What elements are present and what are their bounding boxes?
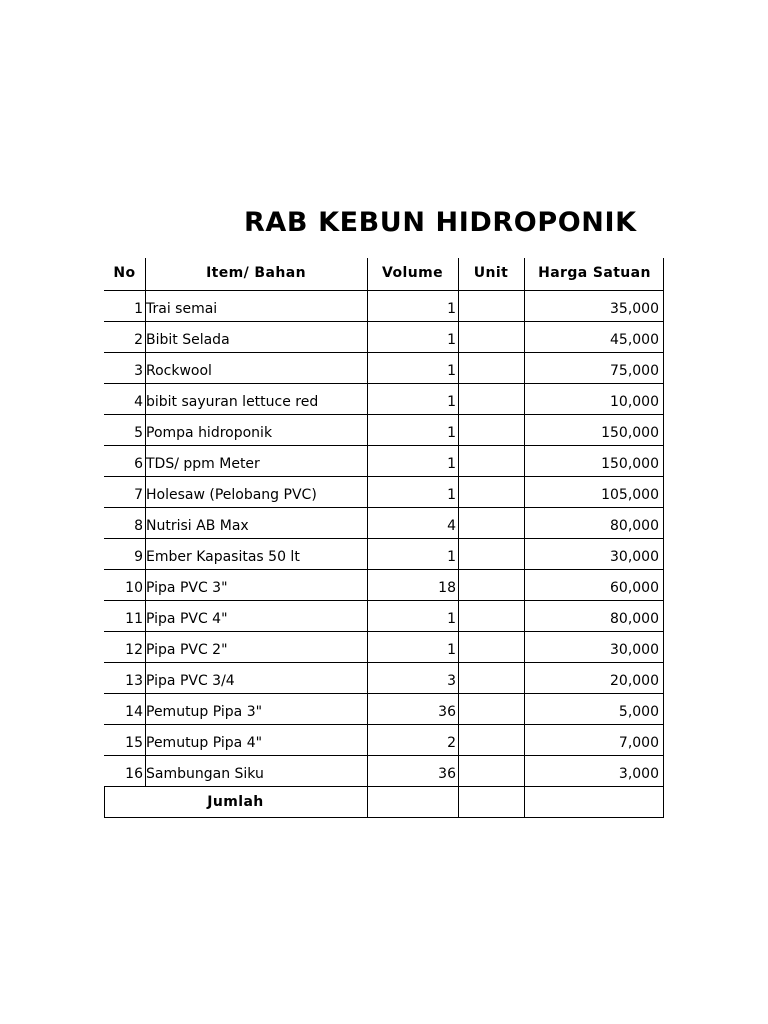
header-no: No xyxy=(113,265,136,281)
row-divider xyxy=(104,383,664,384)
row-item: bibit sayuran lettuce red xyxy=(146,394,319,410)
row-divider xyxy=(104,786,664,787)
row-volume: 3 xyxy=(447,673,456,689)
row-divider xyxy=(104,538,664,539)
row-no: 6 xyxy=(134,456,143,472)
row-divider xyxy=(104,569,664,570)
row-divider xyxy=(104,662,664,663)
row-divider xyxy=(104,507,664,508)
row-volume: 1 xyxy=(447,642,456,658)
row-no: 7 xyxy=(134,487,143,503)
total-label: Jumlah xyxy=(207,794,264,810)
row-volume: 1 xyxy=(447,425,456,441)
row-no: 15 xyxy=(125,735,143,751)
row-price: 105,000 xyxy=(601,487,659,503)
row-item: Trai semai xyxy=(146,301,218,317)
row-price: 5,000 xyxy=(618,704,659,720)
header-volume: Volume xyxy=(382,265,443,281)
row-no: 14 xyxy=(125,704,143,720)
row-volume: 1 xyxy=(447,456,456,472)
row-item: Ember Kapasitas 50 lt xyxy=(146,549,300,565)
row-volume: 36 xyxy=(438,704,456,720)
row-item: Pemutup Pipa 3" xyxy=(146,704,263,720)
budget-table xyxy=(104,258,665,818)
row-volume: 36 xyxy=(438,766,456,782)
row-volume: 1 xyxy=(447,549,456,565)
row-volume: 1 xyxy=(447,611,456,627)
row-no: 10 xyxy=(125,580,143,596)
header-price: Harga Satuan xyxy=(538,265,651,281)
row-no: 16 xyxy=(125,766,143,782)
row-divider xyxy=(104,414,664,415)
row-price: 80,000 xyxy=(610,611,659,627)
row-item: Pompa hidroponik xyxy=(146,425,273,441)
row-item: Pipa PVC 4" xyxy=(146,611,228,627)
col-divider-volume xyxy=(458,258,459,817)
row-no: 4 xyxy=(134,394,143,410)
row-divider xyxy=(104,290,664,291)
col-divider-no xyxy=(145,258,146,786)
row-divider xyxy=(104,600,664,601)
header-unit: Unit xyxy=(473,265,509,281)
row-price: 35,000 xyxy=(610,301,659,317)
row-price: 75,000 xyxy=(610,363,659,379)
row-price: 3,000 xyxy=(618,766,659,782)
row-no: 2 xyxy=(134,332,143,348)
row-item: Holesaw (Pelobang PVC) xyxy=(146,487,317,503)
row-volume: 2 xyxy=(447,735,456,751)
row-volume: 1 xyxy=(447,363,456,379)
row-volume: 1 xyxy=(447,332,456,348)
row-divider xyxy=(104,476,664,477)
row-volume: 1 xyxy=(447,394,456,410)
col-divider-right xyxy=(663,258,664,818)
row-item: Sambungan Siku xyxy=(146,766,264,782)
row-price: 10,000 xyxy=(610,394,659,410)
row-price: 60,000 xyxy=(610,580,659,596)
header-item: Item/ Bahan xyxy=(206,265,306,281)
row-item: Pipa PVC 3" xyxy=(146,580,228,596)
row-divider xyxy=(104,693,664,694)
total-left-border xyxy=(104,786,105,817)
row-item: Nutrisi AB Max xyxy=(146,518,249,534)
row-no: 12 xyxy=(125,642,143,658)
row-no: 8 xyxy=(134,518,143,534)
row-price: 7,000 xyxy=(618,735,659,751)
row-item: Bibit Selada xyxy=(146,332,230,348)
row-price: 30,000 xyxy=(610,549,659,565)
row-divider xyxy=(104,321,664,322)
row-price: 80,000 xyxy=(610,518,659,534)
row-divider xyxy=(104,445,664,446)
row-divider xyxy=(104,631,664,632)
row-price: 30,000 xyxy=(610,642,659,658)
row-price: 45,000 xyxy=(610,332,659,348)
row-volume: 4 xyxy=(447,518,456,534)
row-no: 1 xyxy=(134,301,143,317)
row-item: TDS/ ppm Meter xyxy=(146,456,260,472)
row-divider xyxy=(104,724,664,725)
row-price: 20,000 xyxy=(610,673,659,689)
row-no: 5 xyxy=(134,425,143,441)
row-divider xyxy=(104,352,664,353)
row-volume: 1 xyxy=(447,301,456,317)
row-item: Rockwool xyxy=(146,363,212,379)
row-item: Pipa PVC 3/4 xyxy=(146,673,235,689)
row-volume: 18 xyxy=(438,580,456,596)
row-no: 9 xyxy=(134,549,143,565)
row-price: 150,000 xyxy=(601,456,659,472)
row-no: 13 xyxy=(125,673,143,689)
row-no: 3 xyxy=(134,363,143,379)
col-divider-unit xyxy=(524,258,525,817)
row-no: 11 xyxy=(125,611,143,627)
page-title: RAB KEBUN HIDROPONIK xyxy=(244,207,637,238)
row-item: Pemutup Pipa 4" xyxy=(146,735,263,751)
row-item: Pipa PVC 2" xyxy=(146,642,228,658)
table-bottom-rule xyxy=(104,817,664,818)
row-volume: 1 xyxy=(447,487,456,503)
row-divider xyxy=(104,755,664,756)
row-price: 150,000 xyxy=(601,425,659,441)
col-divider-item xyxy=(367,258,368,817)
